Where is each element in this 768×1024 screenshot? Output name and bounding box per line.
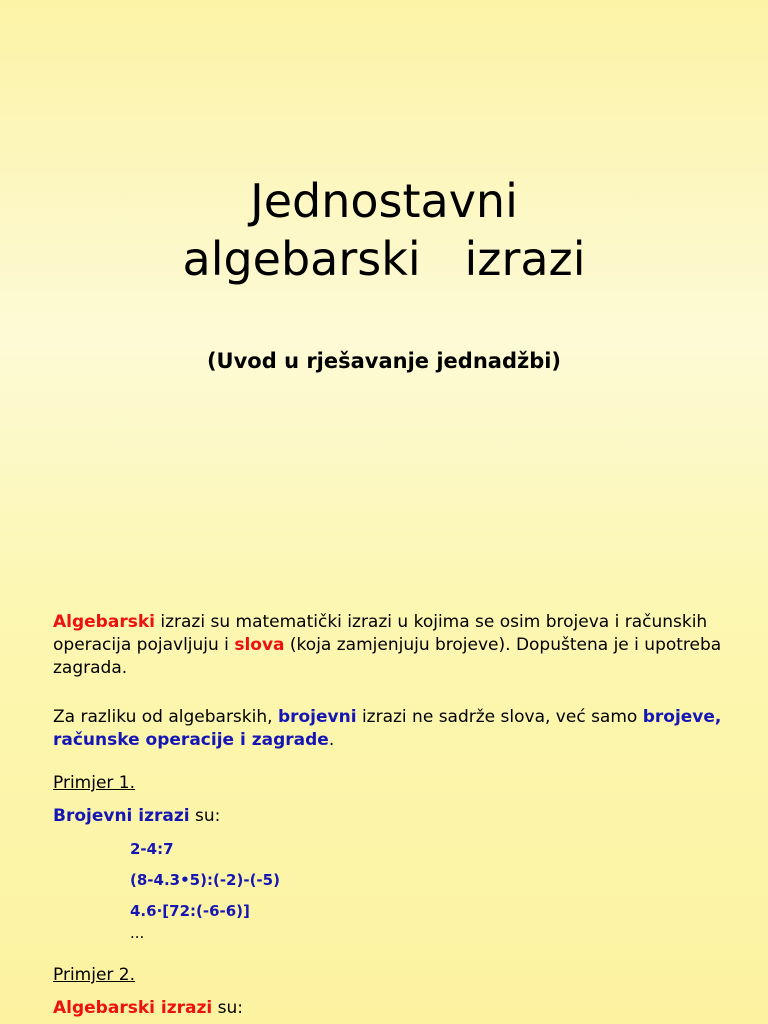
title-line-1: Jednostavni [250, 174, 518, 228]
comparison-text-2: izrazi ne sadrže slova, već samo [356, 707, 643, 727]
term-slova: slova [234, 635, 285, 655]
title-line-2: algebarski izrazi [182, 232, 586, 286]
example-2-heading [53, 997, 743, 1020]
expression-3: 4.6·[72:(-6-6)] [130, 902, 250, 920]
expression-ellipsis: ... [130, 924, 145, 942]
definition-text-1: izrazi su matematički izrazi u kojima se osim brojeva i računskih operacija pojavljuju i [53, 612, 708, 655]
slide-title [0, 172, 768, 288]
slide-subtitle: (Uvod u rješavanje jednadžbi) [206, 349, 562, 373]
term-algebarski: Algebarski [53, 612, 155, 632]
example-1-heading-rest: su: [189, 806, 221, 826]
example-1-heading [53, 805, 743, 828]
comparison-text-3: . [328, 730, 335, 750]
example-1-label: Primjer 1. [53, 773, 136, 793]
example-2-label: Primjer 2. [53, 965, 136, 985]
term-brojevni: brojevni [277, 707, 357, 727]
definition-text-2: (koja zamjenjuju brojeve). Dopuštena je i upotreba zagrada. [53, 635, 722, 678]
term-brojevni-izrazi: Brojevni izrazi [53, 806, 190, 826]
term-list: brojeve, računske operacije i zagrade [53, 707, 722, 750]
comparison-text-1: Za razliku od algebarskih, [53, 707, 278, 727]
example-2-heading-rest: su: [212, 998, 243, 1018]
definition-paragraph [53, 611, 743, 680]
expression-2: (8-4.3•5):(-2)-(-5) [130, 871, 280, 889]
term-algebarski-izrazi: Algebarski izrazi [53, 998, 213, 1018]
comparison-paragraph [53, 706, 743, 752]
expression-1: 2-4:7 [130, 840, 174, 858]
